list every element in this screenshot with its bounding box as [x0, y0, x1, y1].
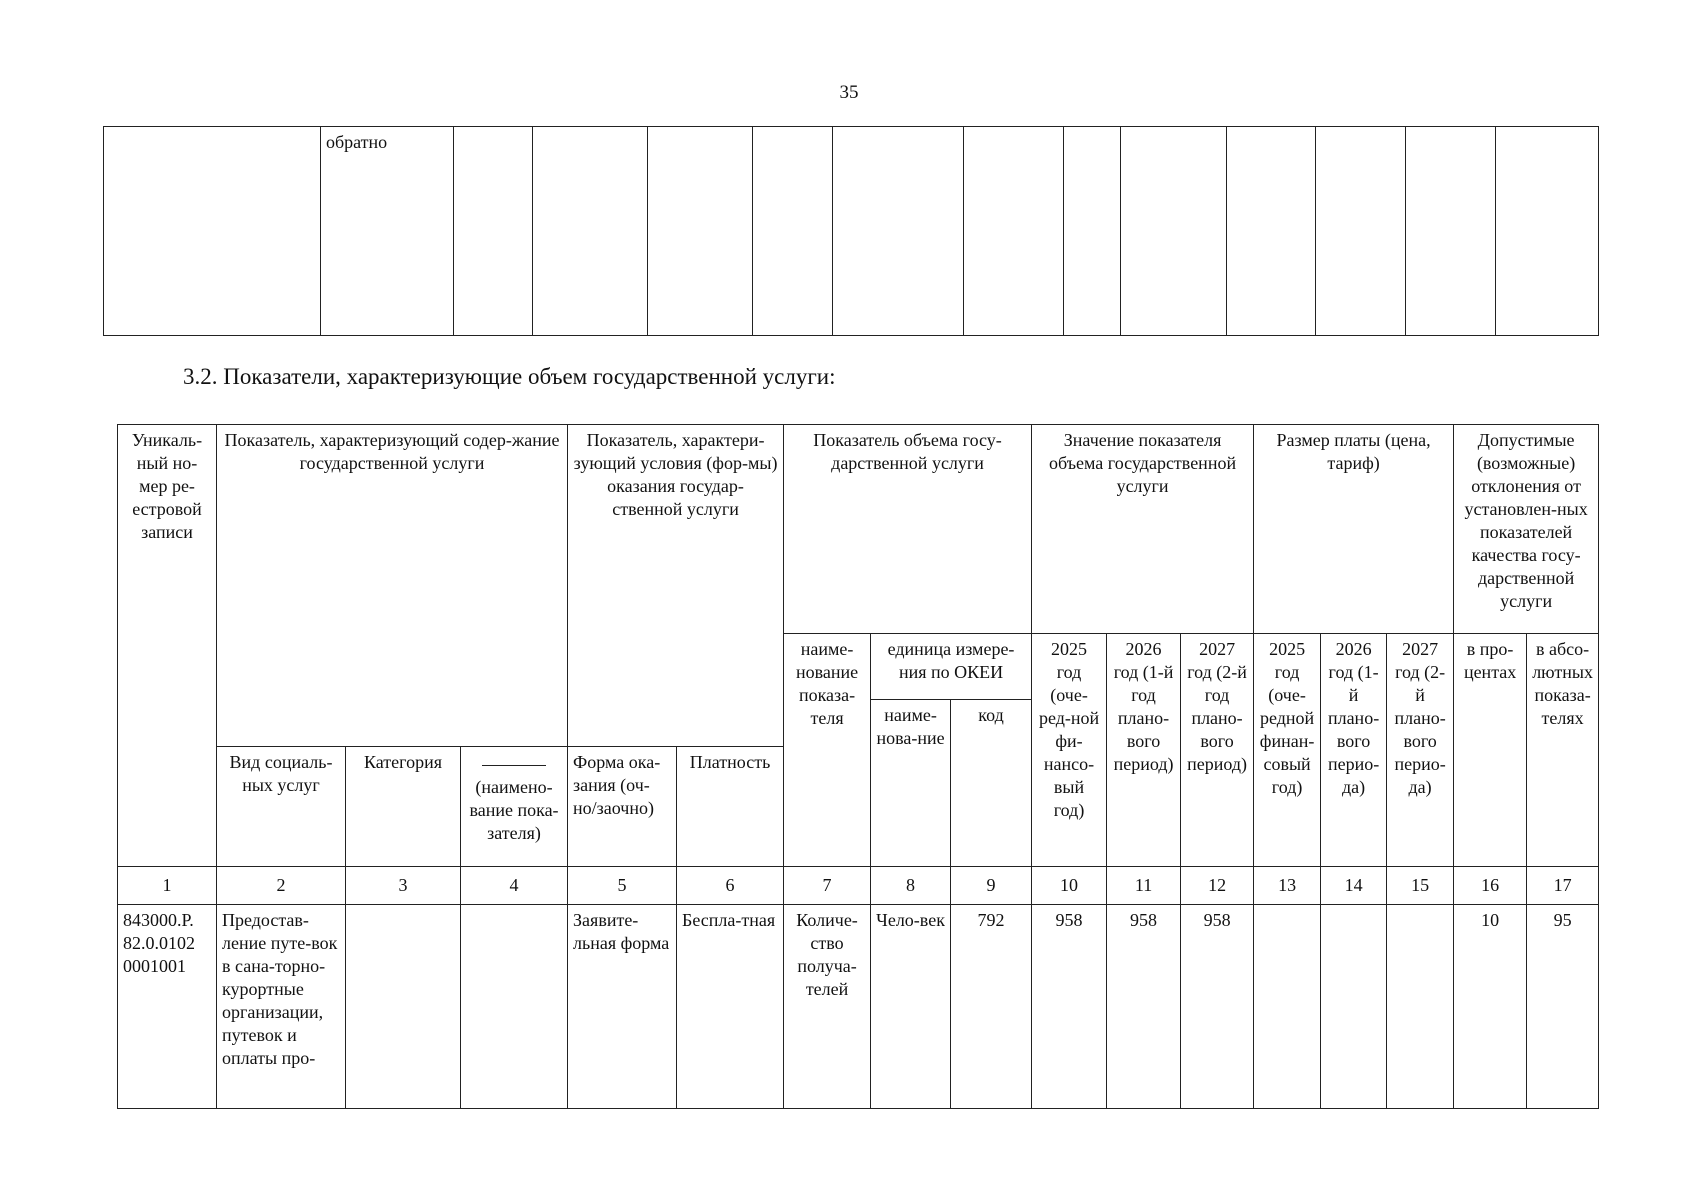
column-number: 8	[871, 867, 951, 905]
cell-unique-number: 843000.Р. 82.0.0102 0001001	[118, 905, 217, 1109]
column-number: 3	[346, 867, 461, 905]
header-okei-name: наиме-нова-ние	[871, 700, 951, 867]
header-conditions-indicator: Показатель, характери-зующий условия (фор-мы) оказания государ-ственной услуги	[568, 425, 784, 747]
cell-service-form: Заявите-льная форма	[568, 905, 677, 1109]
cell-indicator-name: Количе-ство получа-телей	[784, 905, 871, 1109]
header-service-form: Форма ока-зания (оч-но/заочно)	[568, 747, 677, 867]
column-number: 14	[1321, 867, 1387, 905]
header-volume-indicator: Показатель объема госу-дарственной услуги	[784, 425, 1032, 634]
table-cell	[1406, 127, 1496, 336]
table-cell	[1064, 127, 1121, 336]
column-number: 9	[951, 867, 1032, 905]
table-cell	[1227, 127, 1316, 336]
column-number: 1	[118, 867, 217, 905]
cell-unit-code: 792	[951, 905, 1032, 1109]
header-val-2025: 2025 год (оче-ред-ной фи-нансо-вый год)	[1032, 634, 1107, 867]
cell-val-2027: 958	[1181, 905, 1254, 1109]
table-cell	[648, 127, 753, 336]
column-number: 13	[1254, 867, 1321, 905]
table-cell	[1121, 127, 1227, 336]
page-number: 35	[839, 82, 859, 103]
header-payment: Платность	[677, 747, 784, 867]
column-number: 17	[1527, 867, 1599, 905]
column-number: 2	[217, 867, 346, 905]
blank-line	[482, 751, 546, 766]
cell-fee-2027	[1387, 905, 1454, 1109]
table-cell	[1316, 127, 1406, 336]
table-cell	[753, 127, 833, 336]
column-number: 11	[1107, 867, 1181, 905]
table-cell	[454, 127, 533, 336]
cell-val-2025: 958	[1032, 905, 1107, 1109]
header-fee-2025: 2025 год (оче-редной финан-совый год)	[1254, 634, 1321, 867]
section-heading: 3.2. Показатели, характеризующие объем государственной услуги:	[183, 364, 836, 389]
table-cell	[1496, 127, 1599, 336]
header-in-percent: в про-центах	[1454, 634, 1527, 867]
header-indicator-name: наиме-нование показа-теля	[784, 634, 871, 867]
header-okei-code: код	[951, 700, 1032, 867]
cell-in-absolute: 95	[1527, 905, 1599, 1109]
header-allowed-deviations: Допустимые (возможные) отклонения от установлен-ных показателей качества госу-дарственной услуги	[1454, 425, 1599, 634]
column-number: 5	[568, 867, 677, 905]
cell-val-2026: 958	[1107, 905, 1181, 1109]
column-number: 16	[1454, 867, 1527, 905]
cell-indicator	[461, 905, 568, 1109]
table-cell: обратно	[321, 127, 454, 336]
column-number: 4	[461, 867, 568, 905]
continuation-table	[103, 126, 1599, 336]
header-category: Категория	[346, 747, 461, 867]
column-number: 6	[677, 867, 784, 905]
table-cell	[533, 127, 648, 336]
cell-fee-2025	[1254, 905, 1321, 1109]
header-volume-value: Значение показателя объема государственной услуги	[1032, 425, 1254, 634]
header-fee-2027: 2027 год (2-й плано-вого перио-да)	[1387, 634, 1454, 867]
column-number: 7	[784, 867, 871, 905]
table-cell	[964, 127, 1064, 336]
cell-fee-2026	[1321, 905, 1387, 1109]
header-fee-size: Размер платы (цена, тариф)	[1254, 425, 1454, 634]
cell-in-percent: 10	[1454, 905, 1527, 1109]
header-social-services-type: Вид социаль-ных услуг	[217, 747, 346, 867]
column-number: 12	[1181, 867, 1254, 905]
cell-social-services-type: Предостав-ление путе-вок в сана-торно-курортные организации, путевок и оплаты про-	[217, 905, 346, 1109]
header-okei-unit: единица измере-ния по ОКЕИ	[871, 634, 1032, 700]
header-indicator-blank	[461, 747, 568, 867]
header-in-absolute: в абсо-лютных показа-телях	[1527, 634, 1599, 867]
column-number: 15	[1387, 867, 1454, 905]
table-cell	[833, 127, 964, 336]
column-number: 10	[1032, 867, 1107, 905]
header-indicator-blank-label: (наимено-вание пока-зателя)	[469, 777, 559, 843]
volume-indicators-table	[117, 424, 1599, 1109]
header-fee-2026: 2026 год (1-й плано-вого перио-да)	[1321, 634, 1387, 867]
cell-payment: Бесплa-тная	[677, 905, 784, 1109]
header-val-2027: 2027 год (2-й год плано-вого период)	[1181, 634, 1254, 867]
header-unique-number: Уникаль-ный но-мер ре-естровой записи	[118, 425, 217, 867]
table-cell	[104, 127, 321, 336]
cell-category	[346, 905, 461, 1109]
header-val-2026: 2026 год (1-й год плано-вого период)	[1107, 634, 1181, 867]
table-row	[118, 905, 1599, 1109]
header-content-indicator: Показатель, характеризующий содер-жание государственной услуги	[217, 425, 568, 747]
cell-unit-name: Чело-век	[871, 905, 951, 1109]
